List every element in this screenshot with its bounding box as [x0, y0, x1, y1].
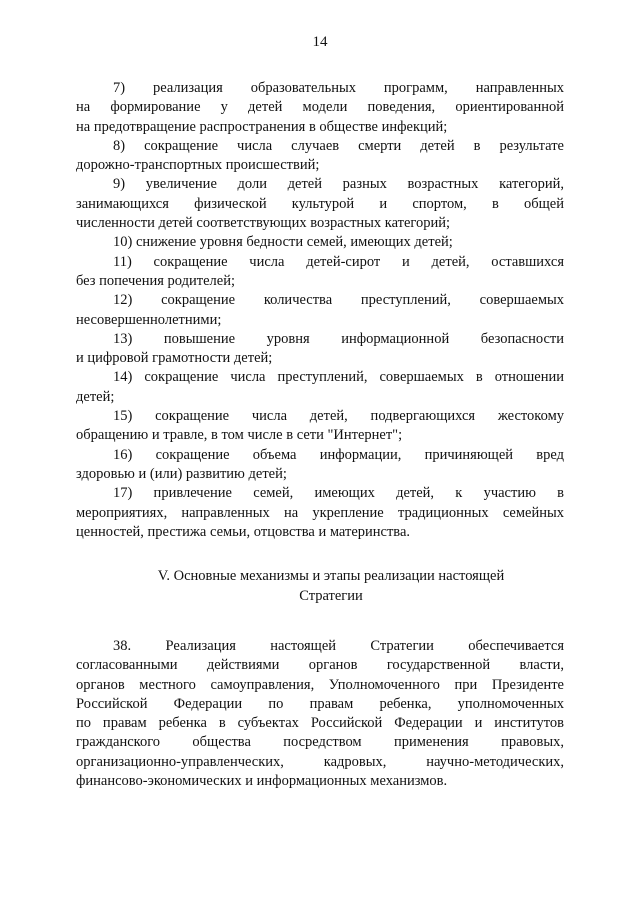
paragraph-line: гражданского общества посредством применения правовых, [76, 734, 564, 751]
list-item-line: 11) сокращение числа детей-сирот и детей, оставшихся [113, 253, 564, 270]
list-item-line: 12) сокращение количества преступлений, совершаемых [113, 292, 564, 309]
list-item-line: обращению и травле, в том числе в сети "Интернет"; [76, 427, 403, 444]
page-number: 14 [312, 34, 328, 50]
paragraph-line: Российской Федерации по правам ребенка, уполномоченных [76, 695, 564, 712]
paragraph-38 [76, 637, 564, 791]
paragraph-line: согласованными действиями органов государственной власти, [76, 657, 564, 674]
section-heading-line: Стратегии [299, 587, 363, 604]
list-item-line: ценностей, престижа семьи, отцовства и материнства. [76, 523, 411, 540]
list-item-line: несовершеннолетними; [76, 311, 222, 328]
list-item-line: без попечения родителей; [76, 272, 235, 289]
list-item-line: численности детей соответствующих возрастных категорий; [76, 215, 451, 232]
list-item-line: занимающихся физической культурой и спортом, в общей [76, 195, 564, 212]
list-item-line: мероприятиях, направленных на укрепление традиционных семейных [76, 504, 564, 521]
list-item-line: 8) сокращение числа случаев смерти детей в результате [113, 137, 564, 154]
list-item-line: 17) привлечение семей, имеющих детей, к участию в [113, 485, 564, 502]
list-item-line: 7) реализация образовательных программ, направленных [113, 80, 564, 96]
list-item-line: детей; [76, 388, 115, 405]
section-heading [76, 567, 564, 606]
paragraph-line: финансово-экономических и информационных механизмов. [76, 773, 448, 790]
section-heading-line: V. Основные механизмы и этапы реализации настоящей [157, 568, 505, 584]
list-item-line: и цифровой грамотности детей; [76, 350, 273, 367]
list-item-line: 9) увеличение доли детей разных возрастных категорий, [113, 176, 564, 193]
list-item-line: 13) повышение уровня информационной безопасности [113, 330, 564, 347]
list-item-line: на предотвращение распространения в обществе инфекций; [76, 118, 448, 135]
paragraph-line: 38. Реализация настоящей Стратегии обеспечивается [113, 638, 564, 654]
paragraph-line: по правам ребенка в субъектах Российской Федерации и институтов [76, 715, 564, 732]
list-item-line: 16) сокращение объема информации, причиняющей вред [113, 446, 564, 463]
list-item-line: 10) снижение уровня бедности семей, имеющих детей; [113, 234, 453, 251]
list-item-line: 15) сокращение числа детей, подвергающихся жестокому [113, 408, 564, 425]
paragraph-line: органов местного самоуправления, Уполномоченного при Президенте [76, 676, 564, 693]
paragraph-line: организационно-управленческих, кадровых, научно-методических, [76, 753, 564, 770]
list-item-line: здоровью и (или) развитию детей; [76, 465, 287, 482]
list-item-line: на формирование у детей модели поведения, ориентированной [76, 99, 564, 116]
list-item-line: 14) сокращение числа преступлений, совершаемых в отношении [113, 369, 564, 386]
list-item-line: дорожно-транспортных происшествий; [76, 157, 320, 174]
goals-list [76, 79, 564, 542]
